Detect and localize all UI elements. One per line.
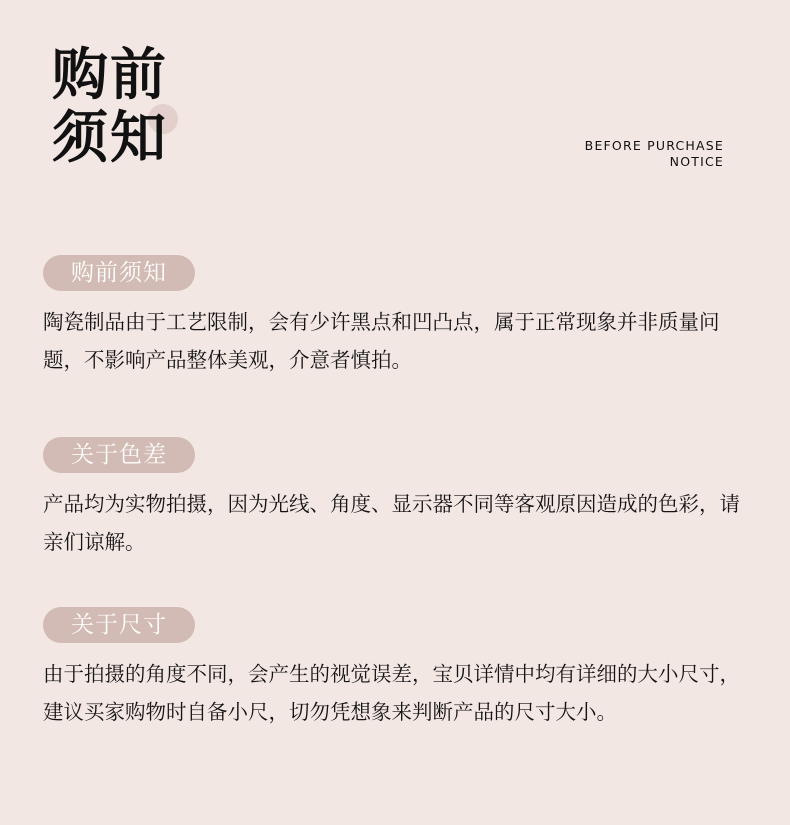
section-color-difference xyxy=(43,437,753,561)
english-subtitle-line-1: BEFORE PURCHASE xyxy=(584,138,724,153)
page-title-line-1: 购前 xyxy=(52,43,168,108)
section-text-purchase-notice: 陶瓷制品由于工艺限制，会有少许黑点和凹凸点，属于正常现象并非质量问题，不影响产品整体美观，介意者慎拍。 xyxy=(43,310,720,372)
section-size xyxy=(43,607,753,731)
page-title-line-2: 须知 xyxy=(52,106,168,171)
english-subtitle xyxy=(585,138,724,170)
english-subtitle-line-2: NOTICE xyxy=(669,154,724,169)
section-label-size: 关于尺寸 xyxy=(43,607,195,643)
section-label-color-difference: 关于色差 xyxy=(43,437,195,473)
section-text-size: 由于拍摄的角度不同，会产生的视觉误差，宝贝详情中均有详细的大小尺寸，建议买家购物时自备小尺，切勿凭想象来判断产品的尺寸大小。 xyxy=(43,662,740,724)
section-text-color-difference: 产品均为实物拍摄，因为光线、角度、显示器不同等客观原因造成的色彩，请亲们谅解。 xyxy=(43,492,740,554)
section-label-purchase-notice: 购前须知 xyxy=(43,255,195,291)
section-purchase-notice xyxy=(43,255,753,379)
page-title xyxy=(52,44,192,170)
